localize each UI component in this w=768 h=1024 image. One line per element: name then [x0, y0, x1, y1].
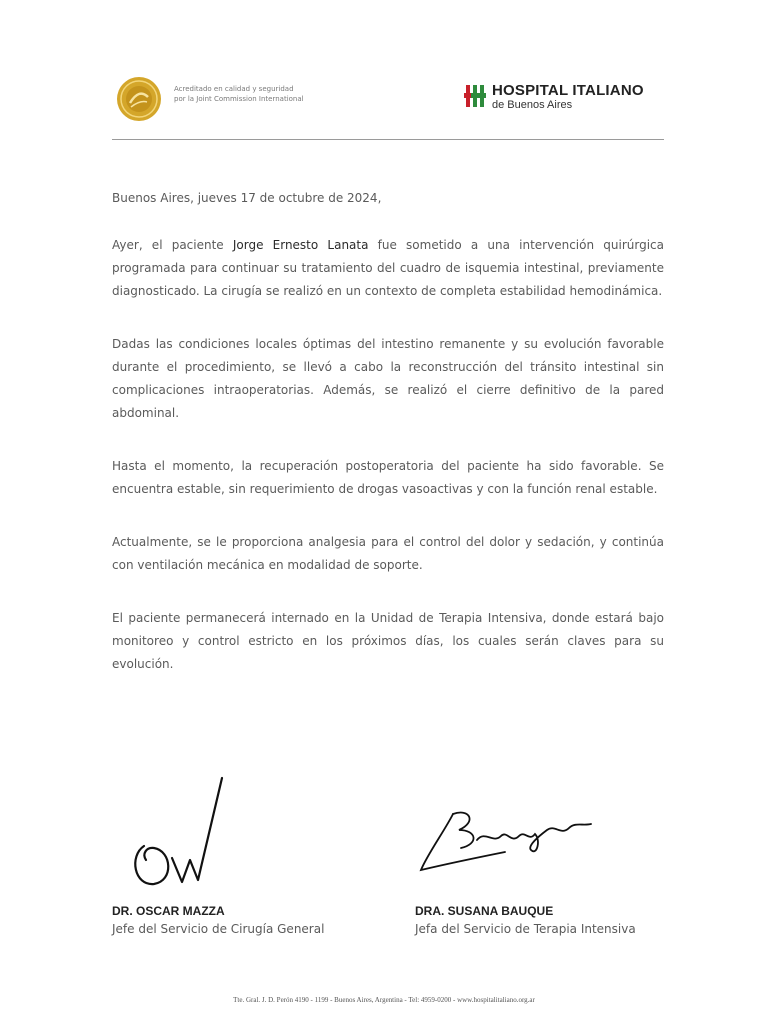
footer-address: Tte. Gral. J. D. Perón 4190 - 1199 - Buenos Aires, Argentina - Tel: 4959-0200 - www.hospitalitaliano.org.ar: [233, 996, 535, 1004]
paragraph-5: El paciente permanecerá internado en la Unidad de Terapia Intensiva, donde estará bajo monitoreo y control estricto en los próximos días, los cuales serán claves para su evolución.: [112, 611, 664, 671]
patient-name: Jorge Ernesto Lanata: [232, 238, 369, 252]
handwritten-signature-mazza: [124, 776, 254, 896]
paragraph-1-start: Ayer, el paciente: [112, 238, 233, 252]
accreditation-text: [174, 84, 304, 104]
hospital-subtitle: de Buenos Aires: [492, 99, 573, 111]
letter-body: [112, 187, 664, 706]
accreditation-line-2: por la Joint Commission International: [174, 95, 304, 103]
gold-seal-icon: [116, 76, 162, 122]
signer-title-1: Jefe del Servicio de Cirugía General: [112, 922, 325, 936]
signature-block-mazza: [112, 776, 362, 956]
signer-name-2: DRA. SUSANA BAUQUE: [415, 904, 554, 918]
hospital-name: HOSPITAL ITALIANO: [492, 82, 644, 99]
paragraph-1-end: fue sometido a una intervención quirúrgica programada para continuar su tratamiento del cuadro de isquemia intestinal, previamente diagnosticado. La cirugía se realizó en un contexto de completa estabilidad hemodinámica.: [112, 238, 664, 298]
paragraph-1: [112, 234, 664, 303]
header-divider: [112, 139, 664, 140]
signer-name-1: DR. OSCAR MAZZA: [112, 904, 225, 918]
signature-block-bauque: [415, 800, 675, 950]
letter-date: Buenos Aires, jueves 17 de octubre de 2024,: [112, 191, 382, 205]
paragraph-3: Hasta el momento, la recuperación postoperatoria del paciente ha sido favorable. Se encuentra estable, sin requerimiento de drogas vasoactivas y con la función renal estable.: [112, 459, 664, 496]
accreditation-line-1: Acreditado en calidad y seguridad: [174, 85, 294, 93]
paragraph-4: Actualmente, se le proporciona analgesia para el control del dolor y sedación, y continúa con ventilación mecánica en modalidad de soporte.: [112, 535, 664, 572]
hospital-cross-icon: [464, 85, 486, 107]
signer-title-2: Jefa del Servicio de Terapia Intensiva: [415, 922, 636, 936]
paragraph-2: Dadas las condiciones locales óptimas del intestino remanente y su evolución favorable durante el procedimiento, se llevó a cabo la reconstrucción del tránsito intestinal sin complicaciones intraoperatorias. Además, se realizó el cierre definitivo de la pared abdominal.: [112, 337, 664, 420]
handwritten-signature-bauque: [415, 800, 615, 880]
letterhead: [112, 74, 664, 124]
